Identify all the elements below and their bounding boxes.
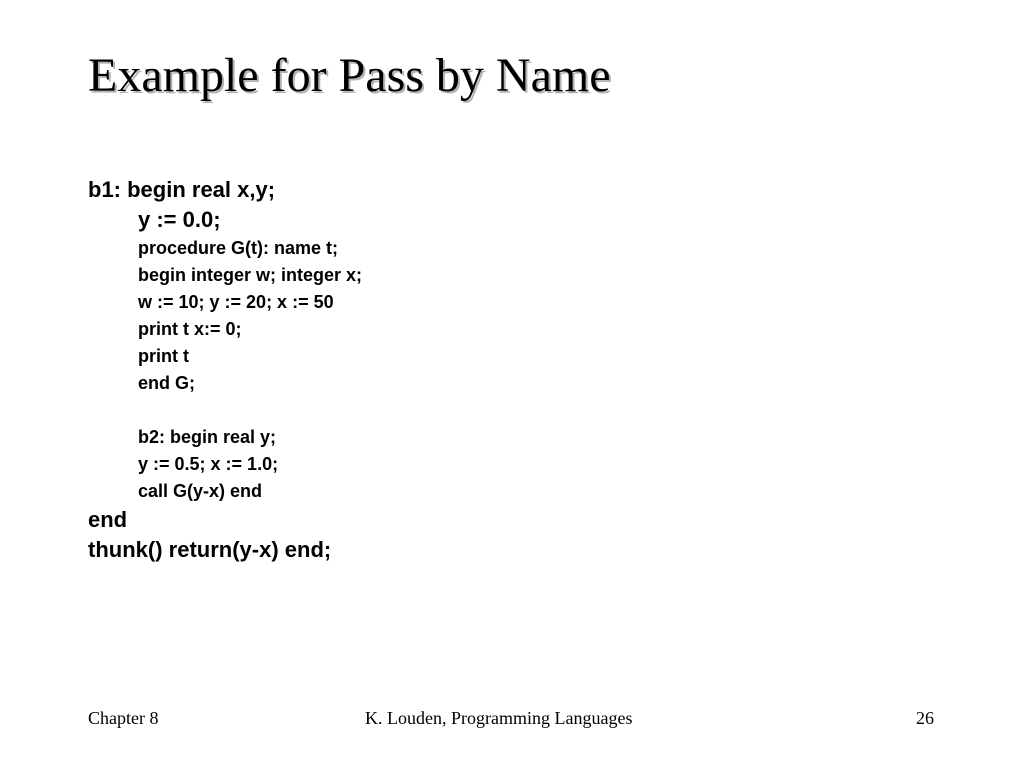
code-line-10: y := 0.5; x := 1.0; [138, 454, 279, 474]
slide-title: Example for Pass by Name [88, 49, 611, 102]
code-line-1: b1: begin real x,y; [88, 177, 276, 202]
footer-chapter: Chapter 8 [88, 708, 159, 728]
code-line-2: y := 0.0; [138, 207, 221, 232]
footer-page-number: 26 [916, 708, 934, 728]
footer-course: K. Louden, Programming Languages [365, 708, 633, 728]
code-line-5: w := 10; y := 20; x := 50 [138, 292, 334, 312]
code-line-9: b2: begin real y; [138, 427, 277, 447]
code-blank-line [88, 397, 362, 424]
code-line-11: call G(y-x) end [138, 481, 263, 501]
code-line-12: end [88, 507, 128, 532]
code-line-6: print t x:= 0; [138, 319, 242, 339]
code-line-4: begin integer w; integer x; [138, 265, 363, 285]
code-block [88, 175, 362, 565]
code-line-3: procedure G(t): name t; [138, 238, 339, 258]
code-line-7: print t [138, 346, 189, 366]
code-line-8: end G; [138, 373, 195, 393]
code-line-13: thunk() return(y-x) end; [88, 537, 332, 562]
